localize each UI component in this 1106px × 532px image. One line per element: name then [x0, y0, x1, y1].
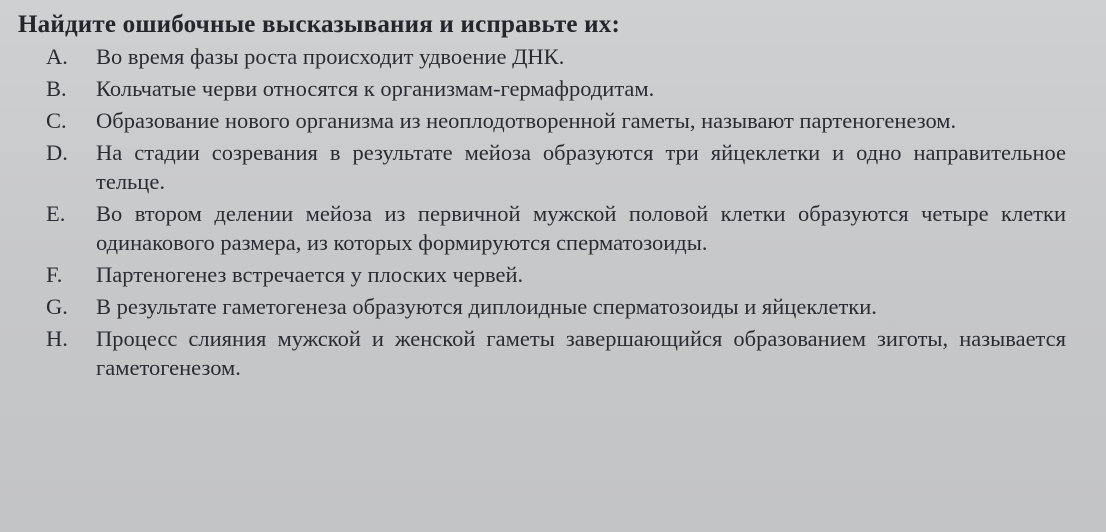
item-letter: D.	[46, 140, 68, 165]
list-item	[18, 42, 1066, 71]
item-text: Кольчатые черви относятся к организмам-гермафродитам.	[96, 76, 655, 101]
list-item	[18, 260, 1066, 289]
item-text: На стадии созревания в результате мейоза образуются три яйцеклетки и одно направительное тельце.	[96, 140, 1066, 194]
item-text: Образование нового организма из неоплодотворенной гаметы, называют партеногенезом.	[96, 108, 957, 133]
item-letter: C.	[46, 108, 67, 133]
statement-list	[18, 42, 1066, 382]
item-text: В результате гаметогенеза образуются диплоидные сперматозоиды и яйцеклетки.	[96, 294, 877, 319]
item-letter: B.	[46, 76, 67, 101]
task-title: Найдите ошибочные высказывания и исправьте их:	[18, 11, 621, 38]
list-item	[18, 324, 1066, 382]
item-text: Процесс слияния мужской и женской гаметы завершающийся образованием зиготы, называется гаметогенезом.	[96, 326, 1066, 380]
item-letter: F.	[46, 262, 63, 287]
item-letter: A.	[46, 44, 68, 69]
item-letter: H.	[46, 326, 68, 351]
list-item	[18, 74, 1066, 103]
item-letter: E.	[46, 201, 66, 226]
item-text: Во время фазы роста происходит удвоение ДНК.	[96, 44, 565, 69]
list-item	[18, 106, 1066, 135]
item-text: Партеногенез встречается у плоских червей.	[96, 262, 524, 287]
list-item	[18, 292, 1066, 321]
item-text: Во втором делении мейоза из первичной мужской половой клетки образуются четыре клетки одинакового размера, из которых формируются сперматозоиды.	[96, 201, 1066, 255]
list-item	[18, 199, 1066, 257]
list-item	[18, 138, 1066, 196]
item-letter: G.	[46, 294, 68, 319]
